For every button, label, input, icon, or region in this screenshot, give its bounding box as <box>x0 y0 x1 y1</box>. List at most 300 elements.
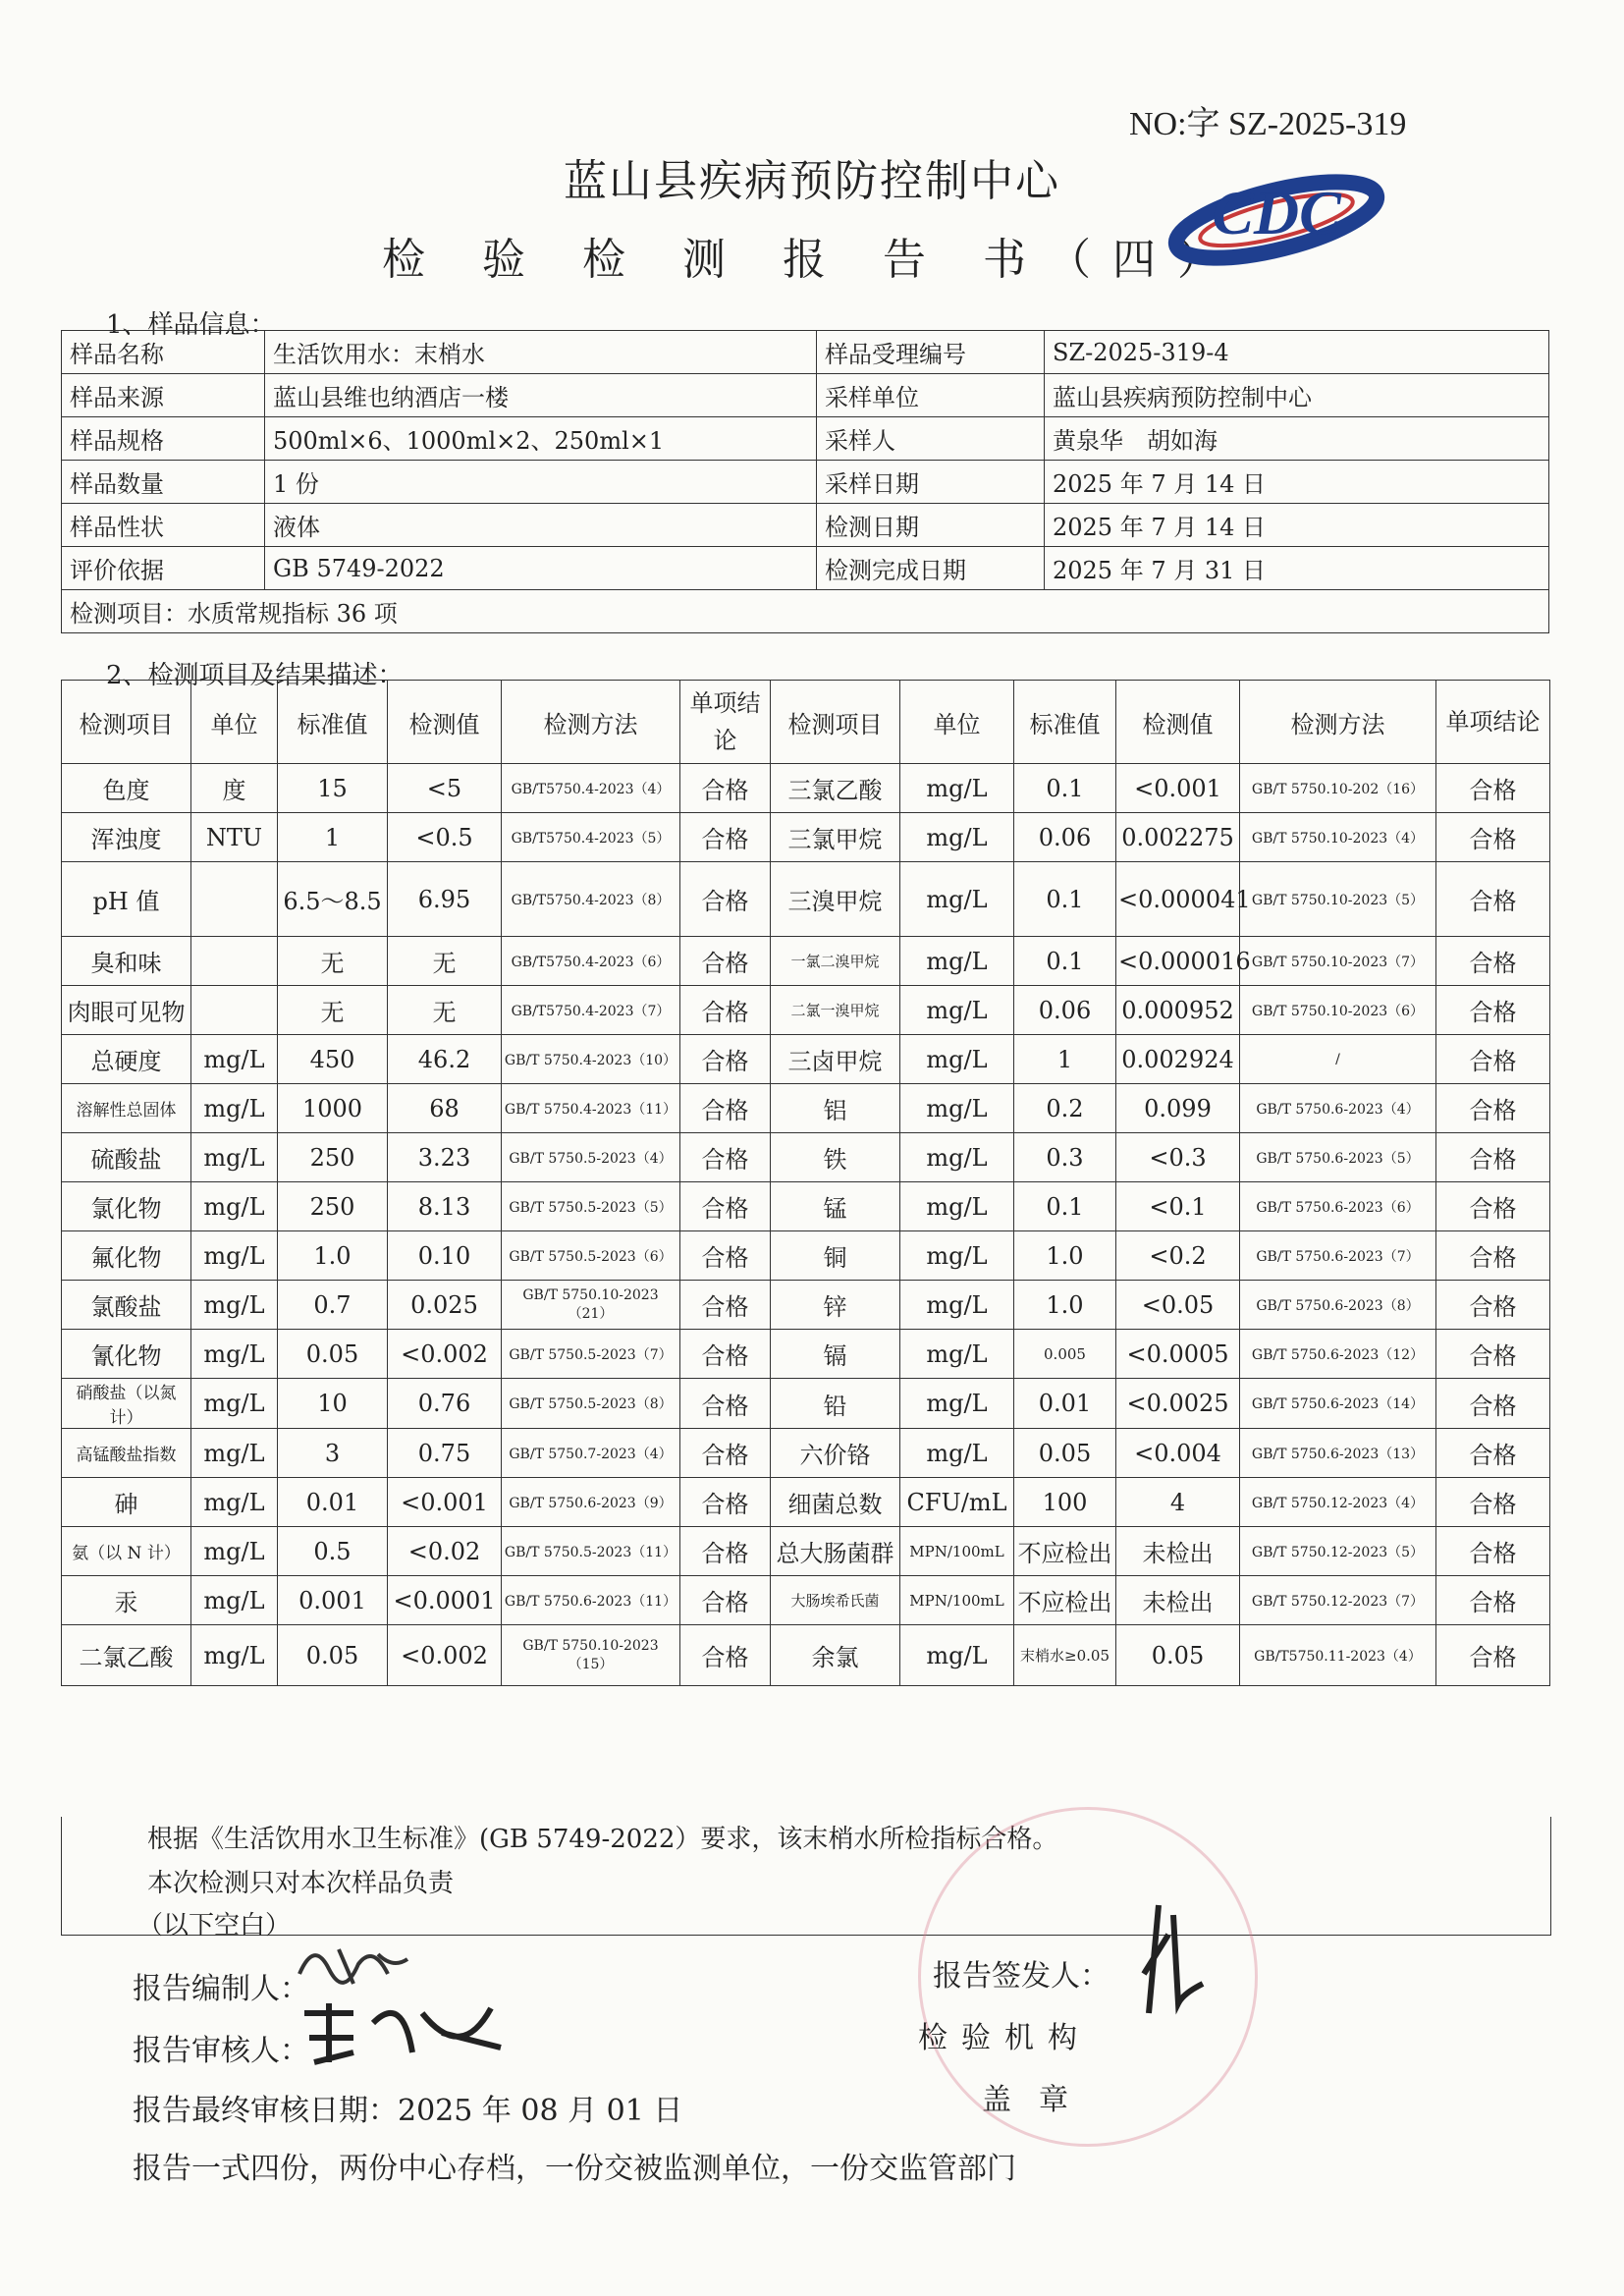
measured-value-cell: <0.001 <box>1116 764 1240 813</box>
table-row <box>62 1084 1550 1133</box>
standard-value-cell: 0.5 <box>278 1527 388 1576</box>
test-method-cell: GB/T5750.4-2023（4） <box>502 764 680 813</box>
column-header: 检测值 <box>388 681 502 764</box>
unit-cell: mg/L <box>900 764 1014 813</box>
unit-cell: mg/L <box>191 1576 278 1625</box>
final-review-date: 报告最终审核日期：2025 年 08 月 01 日 <box>133 2094 683 2128</box>
sample-info-row <box>62 417 1549 461</box>
measured-value-cell: 0.099 <box>1116 1084 1240 1133</box>
sample-info-row <box>62 461 1549 504</box>
table-row <box>62 1231 1550 1281</box>
standard-value-cell: 末梢水≥0.05 <box>1014 1625 1116 1686</box>
conclusion-cell: 合格 <box>680 1231 771 1281</box>
measured-value-cell: 未检出 <box>1116 1527 1240 1576</box>
info-value: 500ml×6、1000ml×2、250ml×1 <box>265 417 817 461</box>
measured-value-cell: <0.000016 <box>1116 937 1240 986</box>
standard-value-cell: 0.005 <box>1014 1330 1116 1379</box>
test-item-cell: 色度 <box>62 764 191 813</box>
test-method-cell: GB/T 5750.6-2023（12） <box>1240 1330 1436 1379</box>
conclusion-cell: 合格 <box>1436 1527 1550 1576</box>
conclusion-text: 根据《生活饮用水卫生标准》(GB 5749-2022）要求，该末梢水所检指标合格。 <box>147 1825 1058 1854</box>
measured-value-cell: <0.002 <box>388 1625 502 1686</box>
unit-cell: mg/L <box>191 1625 278 1686</box>
test-item-cell: 一氯二溴甲烷 <box>771 937 900 986</box>
test-method-cell: GB/T 5750.6-2023（4） <box>1240 1084 1436 1133</box>
test-method-cell: GB/T5750.4-2023（8） <box>502 862 680 937</box>
standard-value-cell: 1 <box>1014 1035 1116 1084</box>
measured-value-cell: 0.002275 <box>1116 813 1240 862</box>
test-method-cell: GB/T 5750.10-2023（7） <box>1240 937 1436 986</box>
conclusion-cell: 合格 <box>1436 1429 1550 1478</box>
test-method-cell: GB/T 5750.12-2023（5） <box>1240 1527 1436 1576</box>
info-value: 1 份 <box>265 461 817 504</box>
testing-institution: 检验机构 <box>918 2021 1091 2055</box>
measured-value-cell: 未检出 <box>1116 1576 1240 1625</box>
unit-cell: mg/L <box>191 1182 278 1231</box>
unit-cell: mg/L <box>900 1429 1014 1478</box>
measured-value-cell: 0.75 <box>388 1429 502 1478</box>
unit-cell: mg/L <box>900 937 1014 986</box>
unit-cell: MPN/100mL <box>900 1576 1014 1625</box>
test-method-cell: GB/T 5750.4-2023（11） <box>502 1084 680 1133</box>
unit-cell: mg/L <box>900 1281 1014 1330</box>
unit-cell: mg/L <box>191 1084 278 1133</box>
measured-value-cell: <0.02 <box>388 1527 502 1576</box>
test-method-cell: / <box>1240 1035 1436 1084</box>
section-heading-results: 2、检测项目及结果描述： <box>106 661 404 690</box>
test-item-cell: 浑浊度 <box>62 813 191 862</box>
info-value: 液体 <box>265 504 817 547</box>
standard-value-cell: 6.5～8.5 <box>278 862 388 937</box>
test-item-cell: 三卤甲烷 <box>771 1035 900 1084</box>
measured-value-cell: 8.13 <box>388 1182 502 1231</box>
unit-cell: mg/L <box>191 1429 278 1478</box>
issuer-signature-icon <box>1129 1895 1208 2043</box>
test-item-cell: 总大肠菌群 <box>771 1527 900 1576</box>
column-header: 检测方法 <box>1240 681 1436 764</box>
test-method-cell: GB/T 5750.6-2023（9） <box>502 1478 680 1527</box>
standard-value-cell: 0.01 <box>1014 1379 1116 1429</box>
test-method-cell: GB/T 5750.10-202（16） <box>1240 764 1436 813</box>
test-method-cell: GB/T 5750.10-2023（21） <box>502 1281 680 1330</box>
test-item-cell: 三溴甲烷 <box>771 862 900 937</box>
unit-cell: CFU/mL <box>900 1478 1014 1527</box>
conclusion-cell: 合格 <box>680 986 771 1035</box>
standard-value-cell: 不应检出 <box>1014 1527 1116 1576</box>
conclusion-cell: 合格 <box>680 1429 771 1478</box>
test-item-cell: 总硬度 <box>62 1035 191 1084</box>
test-item-cell: 臭和味 <box>62 937 191 986</box>
column-header: 检测方法 <box>502 681 680 764</box>
conclusion-cell: 合格 <box>680 862 771 937</box>
conclusion-cell: 合格 <box>1436 1478 1550 1527</box>
section-heading-sample-info: 1、样品信息： <box>106 310 276 340</box>
results-header-row <box>62 681 1550 764</box>
standard-value-cell: 1.0 <box>1014 1231 1116 1281</box>
reviewer-signature-icon <box>295 1994 511 2072</box>
document-title: 检 验 检 测 报 告 书（四） <box>382 235 1242 285</box>
results-table <box>61 680 1550 1686</box>
table-row <box>62 937 1550 986</box>
unit-cell: mg/L <box>900 1625 1014 1686</box>
standard-value-cell: 1.0 <box>1014 1281 1116 1330</box>
test-item-cell: 铝 <box>771 1084 900 1133</box>
test-method-cell: GB/T 5750.6-2023（6） <box>1240 1182 1436 1231</box>
test-item-cell: 溶解性总固体 <box>62 1084 191 1133</box>
test-method-cell: GB/T 5750.4-2023（10） <box>502 1035 680 1084</box>
responsibility-note: 本次检测只对本次样品负责 <box>147 1869 455 1898</box>
info-value: 2025 年 7 月 31 日 <box>1045 547 1549 590</box>
test-method-cell: GB/T5750.4-2023（7） <box>502 986 680 1035</box>
measured-value-cell: <0.1 <box>1116 1182 1240 1231</box>
sample-info-row <box>62 547 1549 590</box>
conclusion-cell: 合格 <box>1436 1281 1550 1330</box>
test-method-cell: GB/T 5750.5-2023（5） <box>502 1182 680 1231</box>
unit-cell: mg/L <box>900 1035 1014 1084</box>
standard-value-cell: 1.0 <box>278 1231 388 1281</box>
standard-value-cell: 0.06 <box>1014 986 1116 1035</box>
info-label: 样品来源 <box>62 374 265 417</box>
unit-cell: mg/L <box>900 1084 1014 1133</box>
test-item-cell: pH 值 <box>62 862 191 937</box>
conclusion-cell: 合格 <box>680 1084 771 1133</box>
conclusion-cell: 合格 <box>680 1035 771 1084</box>
test-item-cell: 大肠埃希氏菌 <box>771 1576 900 1625</box>
info-value: 蓝山县维也纳酒店一楼 <box>265 374 817 417</box>
conclusion-cell: 合格 <box>680 1182 771 1231</box>
distribution-note: 报告一式四份，两份中心存档，一份交被监测单位，一份交监管部门 <box>133 2152 1016 2186</box>
test-item-cell: 三氯乙酸 <box>771 764 900 813</box>
column-header: 检测项目 <box>62 681 191 764</box>
test-item-cell: 三氯甲烷 <box>771 813 900 862</box>
test-method-cell: GB/T 5750.6-2023（11） <box>502 1576 680 1625</box>
standard-value-cell: 0.1 <box>1014 937 1116 986</box>
info-value: 黄泉华 胡如海 <box>1045 417 1549 461</box>
conclusion-cell: 合格 <box>1436 1379 1550 1429</box>
unit-cell <box>191 862 278 937</box>
measured-value-cell: <0.2 <box>1116 1231 1240 1281</box>
info-value: 2025 年 7 月 14 日 <box>1045 461 1549 504</box>
test-item-cell: 铜 <box>771 1231 900 1281</box>
conclusion-cell: 合格 <box>1436 1330 1550 1379</box>
table-row <box>62 1330 1550 1379</box>
info-label: 检测完成日期 <box>817 547 1045 590</box>
test-method-cell: GB/T 5750.7-2023（4） <box>502 1429 680 1478</box>
table-row <box>62 1478 1550 1527</box>
unit-cell: mg/L <box>900 1330 1014 1379</box>
measured-value-cell: <0.002 <box>388 1330 502 1379</box>
measured-value-cell: 0.002924 <box>1116 1035 1240 1084</box>
standard-value-cell: 0.3 <box>1014 1133 1116 1182</box>
column-header: 单项结论 <box>680 681 771 764</box>
test-method-cell: GB/T 5750.5-2023（4） <box>502 1133 680 1182</box>
compiler-label: 报告编制人： <box>133 1972 309 2006</box>
unit-cell: mg/L <box>191 1231 278 1281</box>
unit-cell: mg/L <box>191 1281 278 1330</box>
table-row <box>62 1182 1550 1231</box>
test-method-cell: GB/T 5750.10-2023（4） <box>1240 813 1436 862</box>
measured-value-cell: 46.2 <box>388 1035 502 1084</box>
info-label: 评价依据 <box>62 547 265 590</box>
table-row <box>62 1429 1550 1478</box>
conclusion-cell: 合格 <box>1436 862 1550 937</box>
info-label: 采样单位 <box>817 374 1045 417</box>
test-method-cell: GB/T 5750.6-2023（14） <box>1240 1379 1436 1429</box>
standard-value-cell: 0.7 <box>278 1281 388 1330</box>
column-header: 单位 <box>191 681 278 764</box>
standard-value-cell: 0.001 <box>278 1576 388 1625</box>
organization-name: 蓝山县疾病预防控制中心 <box>564 156 1060 206</box>
standard-value-cell: 1000 <box>278 1084 388 1133</box>
test-item-cell: 锰 <box>771 1182 900 1231</box>
unit-cell: mg/L <box>191 1379 278 1429</box>
issuer-label: 报告签发人： <box>933 1959 1110 1994</box>
conclusion-cell: 合格 <box>680 1625 771 1686</box>
measured-value-cell: <0.0001 <box>388 1576 502 1625</box>
table-row <box>62 986 1550 1035</box>
test-item-cell: 六价铬 <box>771 1429 900 1478</box>
column-header: 标准值 <box>278 681 388 764</box>
test-item-cell: 高锰酸盐指数 <box>62 1429 191 1478</box>
test-items-row: 检测项目：水质常规指标 36 项 <box>62 590 1549 633</box>
test-method-cell: GB/T 5750.5-2023（8） <box>502 1379 680 1429</box>
logo-text: CDC <box>1212 178 1341 247</box>
conclusion-cell: 合格 <box>1436 1035 1550 1084</box>
info-label: 检测日期 <box>817 504 1045 547</box>
test-method-cell: GB/T 5750.10-2023（6） <box>1240 986 1436 1035</box>
table-row <box>62 1625 1550 1686</box>
conclusion-cell: 合格 <box>1436 1625 1550 1686</box>
report-number: NO:字 SZ-2025-319 <box>1129 106 1407 142</box>
table-row <box>62 862 1550 937</box>
measured-value-cell: <0.05 <box>1116 1281 1240 1330</box>
standard-value-cell: 100 <box>1014 1478 1116 1527</box>
measured-value-cell: 0.76 <box>388 1379 502 1429</box>
test-method-cell: GB/T 5750.6-2023（13） <box>1240 1429 1436 1478</box>
conclusion-cell: 合格 <box>1436 1231 1550 1281</box>
info-label: 样品规格 <box>62 417 265 461</box>
blank-note: （以下空白） <box>137 1911 292 1941</box>
sample-info-row <box>62 504 1549 547</box>
reviewer-label: 报告审核人： <box>133 2034 309 2068</box>
test-item-cell: 肉眼可见物 <box>62 986 191 1035</box>
conclusion-cell: 合格 <box>680 1527 771 1576</box>
test-method-cell: GB/T 5750.5-2023（11） <box>502 1527 680 1576</box>
test-method-cell: GB/T 5750.6-2023（7） <box>1240 1231 1436 1281</box>
test-item-cell: 氟化物 <box>62 1231 191 1281</box>
column-header: 单位 <box>900 681 1014 764</box>
sample-info-row <box>62 374 1549 417</box>
standard-value-cell: 无 <box>278 937 388 986</box>
test-item-cell: 铅 <box>771 1379 900 1429</box>
test-item-cell: 砷 <box>62 1478 191 1527</box>
table-row <box>62 1379 1550 1429</box>
conclusion-cell: 合格 <box>680 1330 771 1379</box>
standard-value-cell: 0.05 <box>1014 1429 1116 1478</box>
measured-value-cell: 6.95 <box>388 862 502 937</box>
measured-value-cell: <0.004 <box>1116 1429 1240 1478</box>
test-method-cell: GB/T 5750.6-2023（8） <box>1240 1281 1436 1330</box>
unit-cell: mg/L <box>900 1182 1014 1231</box>
sample-info-row <box>62 331 1549 374</box>
test-method-cell: GB/T 5750.6-2023（5） <box>1240 1133 1436 1182</box>
info-label: 样品受理编号 <box>817 331 1045 374</box>
standard-value-cell: 3 <box>278 1429 388 1478</box>
measured-value-cell: 0.025 <box>388 1281 502 1330</box>
cdc-logo-icon <box>1164 155 1389 273</box>
test-method-cell: GB/T 5750.5-2023（7） <box>502 1330 680 1379</box>
compiler-signature-icon <box>295 1935 412 1994</box>
test-item-cell: 硫酸盐 <box>62 1133 191 1182</box>
unit-cell: mg/L <box>191 1330 278 1379</box>
conclusion-cell: 合格 <box>1436 986 1550 1035</box>
info-value: 2025 年 7 月 14 日 <box>1045 504 1549 547</box>
standard-value-cell: 0.2 <box>1014 1084 1116 1133</box>
test-method-cell: GB/T 5750.12-2023（4） <box>1240 1478 1436 1527</box>
test-item-cell: 氯酸盐 <box>62 1281 191 1330</box>
info-label: 采样日期 <box>817 461 1045 504</box>
test-item-cell: 镉 <box>771 1330 900 1379</box>
conclusion-cell: 合格 <box>680 1576 771 1625</box>
table-row <box>62 1527 1550 1576</box>
standard-value-cell: 450 <box>278 1035 388 1084</box>
conclusion-cell: 合格 <box>1436 1133 1550 1182</box>
standard-value-cell: 1 <box>278 813 388 862</box>
conclusion-cell: 合格 <box>1436 1084 1550 1133</box>
info-label: 采样人 <box>817 417 1045 461</box>
unit-cell: mg/L <box>191 1035 278 1084</box>
conclusion-cell: 合格 <box>1436 1182 1550 1231</box>
info-value: GB 5749-2022 <box>265 547 817 590</box>
conclusion-cell: 合格 <box>680 937 771 986</box>
column-header: 标准值 <box>1014 681 1116 764</box>
conclusion-cell: 合格 <box>680 1478 771 1527</box>
measured-value-cell: 0.05 <box>1116 1625 1240 1686</box>
standard-value-cell: 不应检出 <box>1014 1576 1116 1625</box>
conclusion-cell: 合格 <box>680 764 771 813</box>
standard-value-cell: 10 <box>278 1379 388 1429</box>
test-item-cell: 二氯乙酸 <box>62 1625 191 1686</box>
unit-cell: mg/L <box>900 1133 1014 1182</box>
unit-cell: mg/L <box>900 862 1014 937</box>
unit-cell: mg/L <box>191 1133 278 1182</box>
measured-value-cell: <5 <box>388 764 502 813</box>
measured-value-cell: <0.0025 <box>1116 1379 1240 1429</box>
conclusion-cell: 合格 <box>680 813 771 862</box>
unit-cell: NTU <box>191 813 278 862</box>
standard-value-cell: 0.1 <box>1014 1182 1116 1231</box>
column-header: 单项结论 <box>1436 681 1550 764</box>
conclusion-cell: 合格 <box>680 1133 771 1182</box>
info-label: 样品性状 <box>62 504 265 547</box>
standard-value-cell: 250 <box>278 1133 388 1182</box>
test-item-cell: 细菌总数 <box>771 1478 900 1527</box>
standard-value-cell: 0.05 <box>278 1625 388 1686</box>
measured-value-cell: <0.000041 <box>1116 862 1240 937</box>
measured-value-cell: 0.000952 <box>1116 986 1240 1035</box>
measured-value-cell: 4 <box>1116 1478 1240 1527</box>
test-item-cell: 二氯一溴甲烷 <box>771 986 900 1035</box>
measured-value-cell: <0.0005 <box>1116 1330 1240 1379</box>
standard-value-cell: 250 <box>278 1182 388 1231</box>
info-label: 样品数量 <box>62 461 265 504</box>
measured-value-cell: 无 <box>388 937 502 986</box>
test-method-cell: GB/T5750.11-2023（4） <box>1240 1625 1436 1686</box>
measured-value-cell: 3.23 <box>388 1133 502 1182</box>
conclusion-cell: 合格 <box>680 1379 771 1429</box>
table-row <box>62 813 1550 862</box>
unit-cell: 度 <box>191 764 278 813</box>
measured-value-cell: 0.10 <box>388 1231 502 1281</box>
standard-value-cell: 0.05 <box>278 1330 388 1379</box>
test-method-cell: GB/T5750.4-2023（5） <box>502 813 680 862</box>
unit-cell: mg/L <box>191 1478 278 1527</box>
measured-value-cell: <0.5 <box>388 813 502 862</box>
test-item-cell: 氰化物 <box>62 1330 191 1379</box>
unit-cell: mg/L <box>191 1527 278 1576</box>
test-method-cell: GB/T 5750.5-2023（6） <box>502 1231 680 1281</box>
test-item-cell: 锌 <box>771 1281 900 1330</box>
standard-value-cell: 0.01 <box>278 1478 388 1527</box>
test-item-cell: 余氯 <box>771 1625 900 1686</box>
test-method-cell: GB/T5750.4-2023（6） <box>502 937 680 986</box>
test-method-cell: GB/T 5750.10-2023（5） <box>1240 862 1436 937</box>
info-value: SZ-2025-319-4 <box>1045 331 1549 374</box>
conclusion-cell: 合格 <box>1436 813 1550 862</box>
conclusion-cell: 合格 <box>1436 937 1550 986</box>
seal-label: 盖章 <box>982 2083 1096 2117</box>
table-row <box>62 764 1550 813</box>
test-method-cell: GB/T 5750.12-2023（7） <box>1240 1576 1436 1625</box>
standard-value-cell: 0.06 <box>1014 813 1116 862</box>
test-item-cell: 铁 <box>771 1133 900 1182</box>
unit-cell: mg/L <box>900 813 1014 862</box>
measured-value-cell: <0.001 <box>388 1478 502 1527</box>
table-row <box>62 1133 1550 1182</box>
standard-value-cell: 0.1 <box>1014 764 1116 813</box>
standard-value-cell: 0.1 <box>1014 862 1116 937</box>
test-item-cell: 汞 <box>62 1576 191 1625</box>
test-item-cell: 氨（以 N 计） <box>62 1527 191 1576</box>
conclusion-cell: 合格 <box>680 1281 771 1330</box>
table-row <box>62 1035 1550 1084</box>
table-row <box>62 1281 1550 1330</box>
info-value: 蓝山县疾病预防控制中心 <box>1045 374 1549 417</box>
test-method-cell: GB/T 5750.10-2023（15） <box>502 1625 680 1686</box>
unit-cell: mg/L <box>900 1379 1014 1429</box>
conclusion-cell: 合格 <box>1436 764 1550 813</box>
standard-value-cell: 15 <box>278 764 388 813</box>
unit-cell: mg/L <box>900 1231 1014 1281</box>
measured-value-cell: <0.3 <box>1116 1133 1240 1182</box>
conclusion-cell: 合格 <box>1436 1576 1550 1625</box>
info-label: 样品名称 <box>62 331 265 374</box>
info-value: 生活饮用水：末梢水 <box>265 331 817 374</box>
measured-value-cell: 无 <box>388 986 502 1035</box>
table-row <box>62 1576 1550 1625</box>
column-header: 检测值 <box>1116 681 1240 764</box>
test-item-cell: 硝酸盐（以氮计） <box>62 1379 191 1429</box>
unit-cell <box>191 986 278 1035</box>
standard-value-cell: 无 <box>278 986 388 1035</box>
measured-value-cell: 68 <box>388 1084 502 1133</box>
unit-cell: MPN/100mL <box>900 1527 1014 1576</box>
unit-cell <box>191 937 278 986</box>
test-item-cell: 氯化物 <box>62 1182 191 1231</box>
column-header: 检测项目 <box>771 681 900 764</box>
unit-cell: mg/L <box>900 986 1014 1035</box>
sample-info-table <box>61 330 1549 633</box>
